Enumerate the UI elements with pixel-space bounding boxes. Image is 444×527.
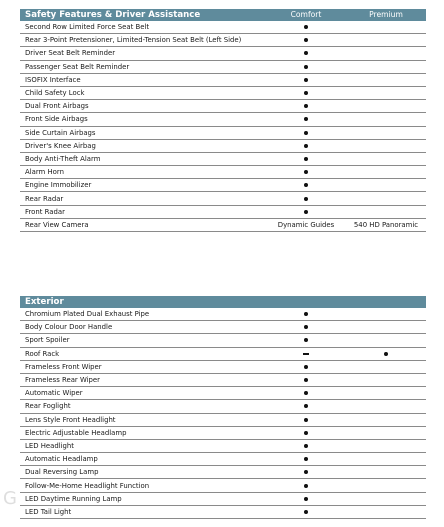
comfort-cell <box>266 363 346 371</box>
comfort-cell <box>266 142 346 150</box>
row-label: Sport Spoiler <box>25 336 70 345</box>
table-row <box>20 87 426 100</box>
included-dot-icon <box>304 325 308 329</box>
row-label: LED Headlight <box>25 441 74 450</box>
table-row <box>20 361 426 374</box>
comfort-cell <box>266 115 346 123</box>
comfort-cell <box>266 208 346 216</box>
included-dot-icon <box>304 431 308 435</box>
included-dot-icon <box>304 470 308 474</box>
included-dot-icon <box>304 312 308 316</box>
comfort-cell <box>266 455 346 463</box>
row-label: Child Safety Lock <box>25 89 85 98</box>
row-label: Automatic Headlamp <box>25 455 98 464</box>
comfort-cell <box>266 495 346 503</box>
comfort-cell <box>266 195 346 203</box>
comfort-cell <box>266 442 346 450</box>
comfort-cell <box>266 336 346 344</box>
row-label: LED Daytime Running Lamp <box>25 494 122 503</box>
table-row <box>20 21 426 34</box>
included-dot-icon <box>304 144 308 148</box>
table-row <box>20 427 426 440</box>
table-row <box>20 321 426 334</box>
comfort-cell <box>266 168 346 176</box>
exterior-header <box>20 296 426 308</box>
row-label: Rear 3-Point Pretensioner, Limited-Tension Seat Belt (Left Side) <box>25 36 242 45</box>
comfort-cell <box>266 36 346 44</box>
included-dot-icon <box>304 365 308 369</box>
comfort-cell <box>266 23 346 31</box>
exterior-table <box>20 296 426 519</box>
comfort-cell <box>266 102 346 110</box>
comfort-value-text: Dynamic Guides <box>277 220 335 229</box>
comfort-cell <box>266 89 346 97</box>
included-dot-icon <box>304 170 308 174</box>
comfort-cell <box>266 323 346 331</box>
comfort-cell <box>266 508 346 516</box>
row-label: Roof Rack <box>25 349 60 358</box>
comfort-cell <box>266 221 346 229</box>
table-row <box>20 153 426 166</box>
included-dot-icon <box>304 457 308 461</box>
table-row <box>20 219 426 232</box>
comfort-cell <box>266 155 346 163</box>
table-row <box>20 440 426 453</box>
safety-section-title: Safety Features & Driver Assistance <box>25 10 201 20</box>
included-dot-icon <box>304 104 308 108</box>
included-dot-icon <box>304 210 308 214</box>
comfort-cell <box>266 429 346 437</box>
exterior-header-spacer-premium <box>346 296 426 308</box>
table-row <box>20 374 426 387</box>
included-dot-icon <box>304 183 308 187</box>
row-label: Engine Immobilizer <box>25 181 92 190</box>
safety-rows <box>20 21 426 232</box>
comfort-cell <box>266 482 346 490</box>
table-row <box>20 113 426 126</box>
row-label: Second Row Limited Force Seat Belt <box>25 23 150 32</box>
comfort-cell <box>266 376 346 384</box>
row-label: Lens Style Front Headlight <box>25 415 116 424</box>
column-premium: Premium <box>369 10 403 19</box>
row-label: Dual Reversing Lamp <box>25 468 99 477</box>
comfort-cell <box>266 350 346 358</box>
premium-cell <box>346 221 426 229</box>
not-available-dash-icon <box>303 353 309 355</box>
included-dot-icon <box>304 338 308 342</box>
included-dot-icon <box>304 404 308 408</box>
included-dot-icon <box>304 418 308 422</box>
table-row <box>20 47 426 60</box>
exterior-rows <box>20 308 426 519</box>
row-label: Frameless Front Wiper <box>25 362 102 371</box>
included-dot-icon <box>304 51 308 55</box>
included-dot-icon <box>304 510 308 514</box>
table-row <box>20 334 426 347</box>
comfort-cell <box>266 63 346 71</box>
included-dot-icon <box>304 38 308 42</box>
table-row <box>20 127 426 140</box>
table-row <box>20 400 426 413</box>
table-row <box>20 166 426 179</box>
included-dot-icon <box>304 157 308 161</box>
comfort-cell <box>266 389 346 397</box>
row-label: Body Colour Door Handle <box>25 323 113 332</box>
table-row <box>20 479 426 492</box>
row-label: Side Curtain Airbags <box>25 128 96 137</box>
included-dot-icon <box>384 352 388 356</box>
included-dot-icon <box>304 497 308 501</box>
watermark: G <box>3 488 20 509</box>
included-dot-icon <box>304 484 308 488</box>
table-row <box>20 34 426 47</box>
row-label: LED Tail Light <box>25 507 72 516</box>
comfort-cell <box>266 402 346 410</box>
table-row <box>20 493 426 506</box>
comfort-cell <box>266 129 346 137</box>
table-row <box>20 140 426 153</box>
row-label: Rear View Camera <box>25 220 89 229</box>
row-label: Body Anti-Theft Alarm <box>25 154 101 163</box>
table-row <box>20 179 426 192</box>
table-row <box>20 74 426 87</box>
included-dot-icon <box>304 391 308 395</box>
row-label: Electric Adjustable Headlamp <box>25 428 127 437</box>
exterior-section-title: Exterior <box>25 297 64 307</box>
row-label: Chromium Plated Dual Exhaust Pipe <box>25 310 150 319</box>
included-dot-icon <box>304 91 308 95</box>
exterior-header-spacer-comfort <box>266 296 346 308</box>
included-dot-icon <box>304 131 308 135</box>
table-row <box>20 387 426 400</box>
included-dot-icon <box>304 65 308 69</box>
table-row <box>20 308 426 321</box>
row-label: Rear Radar <box>25 194 64 203</box>
premium-value-text: 540 HD Panoramic <box>353 220 419 229</box>
included-dot-icon <box>304 378 308 382</box>
included-dot-icon <box>304 78 308 82</box>
row-label: Alarm Horn <box>25 168 64 177</box>
included-dot-icon <box>304 197 308 201</box>
column-comfort: Comfort <box>290 10 322 19</box>
table-row <box>20 206 426 219</box>
included-dot-icon <box>304 444 308 448</box>
row-label: Frameless Rear Wiper <box>25 376 100 385</box>
table-row <box>20 506 426 519</box>
included-dot-icon <box>304 117 308 121</box>
comfort-cell <box>266 416 346 424</box>
row-label: Driver's Knee Airbag <box>25 141 96 150</box>
table-row <box>20 453 426 466</box>
comfort-cell <box>266 76 346 84</box>
safety-features-table <box>20 9 426 232</box>
table-row <box>20 192 426 205</box>
row-label: Dual Front Airbags <box>25 102 89 111</box>
table-row <box>20 414 426 427</box>
table-row <box>20 348 426 361</box>
premium-cell <box>346 350 426 358</box>
comfort-cell <box>266 468 346 476</box>
row-label: Passenger Seat Belt Reminder <box>25 62 130 71</box>
table-row <box>20 466 426 479</box>
table-row <box>20 61 426 74</box>
comfort-cell <box>266 49 346 57</box>
row-label: Front Side Airbags <box>25 115 88 124</box>
comfort-cell <box>266 181 346 189</box>
row-label: Automatic Wiper <box>25 389 83 398</box>
comfort-cell <box>266 310 346 318</box>
safety-header <box>20 9 426 21</box>
table-row <box>20 100 426 113</box>
row-label: Front Radar <box>25 207 65 216</box>
included-dot-icon <box>304 25 308 29</box>
row-label: Driver Seat Belt Reminder <box>25 49 116 58</box>
row-label: ISOFIX Interface <box>25 75 81 84</box>
row-label: Follow-Me-Home Headlight Function <box>25 481 150 490</box>
row-label: Rear Foglight <box>25 402 71 411</box>
